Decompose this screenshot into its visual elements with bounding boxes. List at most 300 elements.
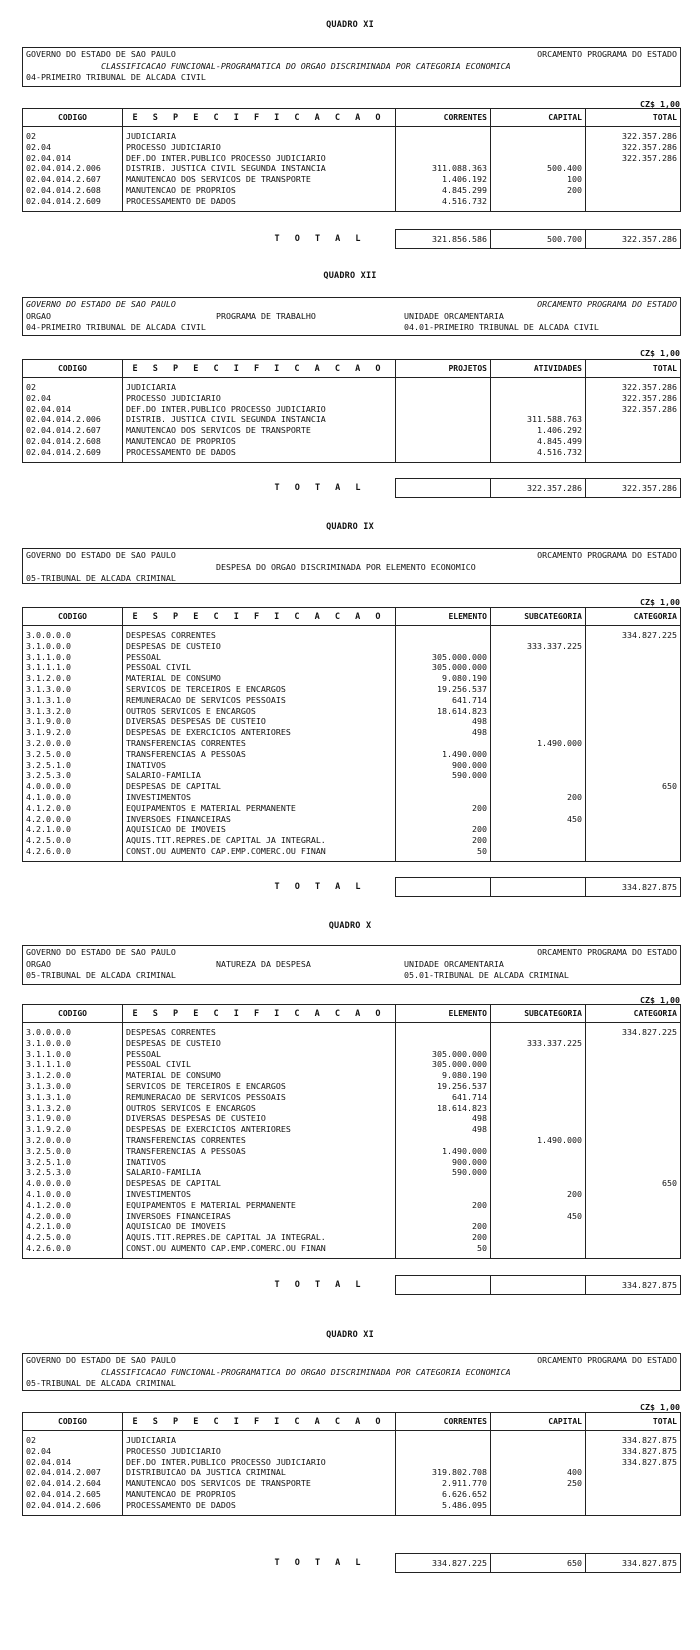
cell-codigo: 02.04.014 <box>23 153 123 164</box>
cell-value-3: 334.827.225 <box>586 626 681 641</box>
quadro-title: QUADRO X <box>328 921 372 931</box>
cell-codigo: 3.1.2.0.0 <box>23 1070 123 1081</box>
cell-especificacao: DESPESAS DE CUSTEIO <box>123 1038 396 1049</box>
cell-value-3: 334.827.875 <box>586 1431 681 1446</box>
cell-especificacao: MANUTENCAO DE PROPRIOS <box>123 436 396 447</box>
cell-value-2: 4.845.499 <box>491 436 586 447</box>
table-row <box>23 1049 681 1060</box>
cell-value-2 <box>491 1059 586 1070</box>
column-header-value-3: TOTAL <box>586 360 681 378</box>
total-label: T O T A L <box>274 1280 366 1290</box>
cell-value-3 <box>586 1124 681 1135</box>
cell-especificacao: JUDICIARIA <box>123 127 396 142</box>
cell-value-3 <box>586 1070 681 1081</box>
cell-especificacao: PROCESSAMENTO DE DADOS <box>123 196 396 211</box>
cell-value-2 <box>491 1243 586 1258</box>
cell-value-2: 311.588.763 <box>491 414 586 425</box>
unidade-name: 04.01-PRIMEIRO TRIBUNAL DE ALCADA CIVIL <box>404 322 599 332</box>
cell-value-1 <box>396 626 491 641</box>
cell-especificacao: AQUISICAO DE IMOVEIS <box>123 824 396 835</box>
total-row <box>0 478 700 498</box>
table-row <box>23 1081 681 1092</box>
orgao-name: 05-TRIBUNAL DE ALCADA CRIMINAL <box>26 1378 176 1388</box>
cell-value-1: 900.000 <box>396 760 491 771</box>
column-header-especificacao: E S P E C I F I C A C A O <box>123 1005 396 1023</box>
total-value-3: 322.357.286 <box>585 478 681 498</box>
cell-value-1: 498 <box>396 727 491 738</box>
cell-codigo: 4.2.5.0.0 <box>23 835 123 846</box>
cell-especificacao: EQUIPAMENTOS E MATERIAL PERMANENTE <box>123 1200 396 1211</box>
cell-codigo: 3.1.0.0.0 <box>23 1038 123 1049</box>
cell-value-1 <box>396 414 491 425</box>
cell-value-3 <box>586 174 681 185</box>
budget-table <box>22 108 681 212</box>
cell-value-2 <box>491 142 586 153</box>
cell-value-2 <box>491 1200 586 1211</box>
quadro-title: QUADRO XI <box>326 1330 374 1340</box>
cell-value-3 <box>586 760 681 771</box>
total-value-2 <box>490 1275 586 1295</box>
cell-value-1 <box>396 1431 491 1446</box>
table-row <box>23 436 681 447</box>
cell-codigo: 3.1.1.1.0 <box>23 662 123 673</box>
cell-value-3 <box>586 1489 681 1500</box>
cell-value-1: 200 <box>396 1221 491 1232</box>
cell-especificacao: PESSOAL CIVIL <box>123 1059 396 1070</box>
cell-value-2 <box>491 770 586 781</box>
total-value-1 <box>395 1275 491 1295</box>
cell-value-2 <box>491 1070 586 1081</box>
cell-value-2 <box>491 781 586 792</box>
column-header-value-1: CORRENTES <box>396 1413 491 1431</box>
cell-value-1 <box>396 781 491 792</box>
cell-especificacao: SALARIO-FAMILIA <box>123 770 396 781</box>
cell-codigo: 3.1.3.0.0 <box>23 1081 123 1092</box>
cell-codigo: 4.2.1.0.0 <box>23 1221 123 1232</box>
cell-value-2: 4.516.732 <box>491 447 586 462</box>
table-row <box>23 1135 681 1146</box>
cell-especificacao: AQUIS.TIT.REPRES.DE CAPITAL JA INTEGRAL. <box>123 835 396 846</box>
orgao-name: 05-TRIBUNAL DE ALCADA CRIMINAL <box>26 573 176 583</box>
budget-table <box>22 1004 681 1259</box>
cell-codigo: 4.2.0.0.0 <box>23 1211 123 1222</box>
cell-value-1: 19.256.537 <box>396 1081 491 1092</box>
cell-value-3 <box>586 684 681 695</box>
table-row <box>23 706 681 717</box>
cell-especificacao: INVERSOES FINANCEIRAS <box>123 1211 396 1222</box>
cell-codigo: 3.2.0.0.0 <box>23 1135 123 1146</box>
cell-codigo: 3.1.9.0.0 <box>23 1113 123 1124</box>
cell-value-1: 641.714 <box>396 695 491 706</box>
table-header-row <box>23 608 681 626</box>
cell-codigo: 3.1.3.2.0 <box>23 706 123 717</box>
cell-value-1 <box>396 738 491 749</box>
cell-value-3 <box>586 1500 681 1515</box>
cell-especificacao: DEF.DO INTER.PUBLICO PROCESSO JUDICIARIO <box>123 1457 396 1468</box>
cell-especificacao: MATERIAL DE CONSUMO <box>123 1070 396 1081</box>
column-header-value-3: CATEGORIA <box>586 1005 681 1023</box>
cell-value-1 <box>396 1457 491 1468</box>
cell-value-2 <box>491 1232 586 1243</box>
cell-codigo: 02.04.014.2.006 <box>23 414 123 425</box>
report-header-box <box>22 47 681 87</box>
cell-value-3 <box>586 1211 681 1222</box>
cell-value-3 <box>586 1189 681 1200</box>
cell-value-1 <box>396 814 491 825</box>
table-row <box>23 1157 681 1168</box>
orgao-name: 04-PRIMEIRO TRIBUNAL DE ALCADA CIVIL <box>26 72 206 82</box>
cell-value-3 <box>586 1103 681 1114</box>
cell-value-2 <box>491 760 586 771</box>
cell-value-2 <box>491 846 586 861</box>
cell-value-1 <box>396 127 491 142</box>
cell-value-1: 200 <box>396 835 491 846</box>
cell-value-3 <box>586 1049 681 1060</box>
cell-value-3 <box>586 1081 681 1092</box>
cell-codigo: 02 <box>23 1431 123 1446</box>
cell-value-1: 305.000.000 <box>396 1049 491 1060</box>
orgao-name: 04-PRIMEIRO TRIBUNAL DE ALCADA CIVIL <box>26 322 206 332</box>
cell-value-3 <box>586 1232 681 1243</box>
cell-value-3 <box>586 1146 681 1157</box>
cell-value-1: 6.626.652 <box>396 1489 491 1500</box>
column-header-especificacao: E S P E C I F I C A C A O <box>123 1413 396 1431</box>
cell-value-2: 1.406.292 <box>491 425 586 436</box>
table-row <box>23 1211 681 1222</box>
table-row <box>23 1178 681 1189</box>
cell-value-3: 322.357.286 <box>586 393 681 404</box>
cell-value-3 <box>586 1113 681 1124</box>
column-header-especificacao: E S P E C I F I C A C A O <box>123 608 396 626</box>
cell-value-1 <box>396 1135 491 1146</box>
cell-value-2 <box>491 803 586 814</box>
budget-program-label: ORCAMENTO PROGRAMA DO ESTADO <box>537 299 677 309</box>
total-label: T O T A L <box>274 483 366 493</box>
budget-program-label: ORCAMENTO PROGRAMA DO ESTADO <box>537 1355 677 1365</box>
cell-value-2 <box>491 1113 586 1124</box>
cell-codigo: 4.1.2.0.0 <box>23 803 123 814</box>
cell-especificacao: DIVERSAS DESPESAS DE CUSTEIO <box>123 716 396 727</box>
total-value-2 <box>490 877 586 897</box>
total-row <box>0 229 700 249</box>
cell-codigo: 3.2.5.1.0 <box>23 760 123 771</box>
total-value-1 <box>395 478 491 498</box>
cell-value-1: 19.256.537 <box>396 684 491 695</box>
cell-codigo: 4.0.0.0.0 <box>23 1178 123 1189</box>
cell-especificacao: JUDICIARIA <box>123 1431 396 1446</box>
cell-value-2 <box>491 662 586 673</box>
cell-value-1: 641.714 <box>396 1092 491 1103</box>
report-subtitle: NATUREZA DA DESPESA <box>216 958 311 969</box>
cell-codigo: 02.04.014 <box>23 1457 123 1468</box>
cell-codigo: 3.2.5.0.0 <box>23 749 123 760</box>
table-row <box>23 1189 681 1200</box>
cell-value-3 <box>586 706 681 717</box>
total-value-3: 334.827.875 <box>585 1275 681 1295</box>
cell-value-2 <box>491 378 586 393</box>
budget-program-label: ORCAMENTO PROGRAMA DO ESTADO <box>537 947 677 957</box>
cell-value-1: 200 <box>396 1200 491 1211</box>
cell-value-1: 200 <box>396 824 491 835</box>
table-row <box>23 174 681 185</box>
cell-value-3 <box>586 792 681 803</box>
column-header-value-2: SUBCATEGORIA <box>491 608 586 626</box>
cell-value-2: 200 <box>491 1189 586 1200</box>
table-row <box>23 1489 681 1500</box>
report-header-box <box>22 945 681 985</box>
cell-value-2: 333.337.225 <box>491 1038 586 1049</box>
cell-value-3 <box>586 425 681 436</box>
cell-value-1 <box>396 393 491 404</box>
cell-value-3: 322.357.286 <box>586 404 681 415</box>
cell-value-1: 319.802.708 <box>396 1467 491 1478</box>
cell-codigo: 3.1.0.0.0 <box>23 641 123 652</box>
cell-codigo: 4.2.1.0.0 <box>23 824 123 835</box>
cell-value-3 <box>586 1221 681 1232</box>
cell-especificacao: MANUTENCAO DOS SERVICOS DE TRANSPORTE <box>123 1478 396 1489</box>
cell-especificacao: DESPESAS DE CUSTEIO <box>123 641 396 652</box>
table-row <box>23 652 681 663</box>
cell-codigo: 3.1.3.1.0 <box>23 695 123 706</box>
cell-value-2: 450 <box>491 814 586 825</box>
cell-value-1: 4.516.732 <box>396 196 491 211</box>
total-value-1: 334.827.225 <box>395 1553 491 1573</box>
quadro-title: QUADRO XI <box>326 20 374 30</box>
cell-codigo: 3.1.3.0.0 <box>23 684 123 695</box>
cell-especificacao: MANUTENCAO DOS SERVICOS DE TRANSPORTE <box>123 174 396 185</box>
cell-especificacao: EQUIPAMENTOS E MATERIAL PERMANENTE <box>123 803 396 814</box>
cell-especificacao: INVERSOES FINANCEIRAS <box>123 814 396 825</box>
cell-especificacao: TRANSFERENCIAS CORRENTES <box>123 1135 396 1146</box>
cell-value-2 <box>491 673 586 684</box>
currency-unit: CZ$ 1,00 <box>640 995 680 1005</box>
total-value-2: 650 <box>490 1553 586 1573</box>
cell-codigo: 02.04 <box>23 142 123 153</box>
unidade-label: UNIDADE ORCAMENTARIA <box>404 958 504 969</box>
cell-especificacao: DISTRIB. JUSTICA CIVIL SEGUNDA INSTANCIA <box>123 414 396 425</box>
cell-codigo: 3.0.0.0.0 <box>23 1023 123 1038</box>
budget-table <box>22 1412 681 1516</box>
table-row <box>23 1103 681 1114</box>
cell-value-2 <box>491 1457 586 1468</box>
cell-value-2 <box>491 695 586 706</box>
table-row <box>23 196 681 211</box>
table-row <box>23 846 681 861</box>
table-row <box>23 127 681 142</box>
cell-value-1 <box>396 436 491 447</box>
cell-value-3 <box>586 770 681 781</box>
cell-value-2 <box>491 1124 586 1135</box>
cell-codigo: 02.04 <box>23 393 123 404</box>
table-row <box>23 378 681 393</box>
cell-value-2 <box>491 1178 586 1189</box>
cell-especificacao: SERVICOS DE TERCEIROS E ENCARGOS <box>123 1081 396 1092</box>
cell-value-1: 9.080.190 <box>396 673 491 684</box>
cell-codigo: 3.1.1.0.0 <box>23 1049 123 1060</box>
table-row <box>23 1221 681 1232</box>
cell-codigo: 4.2.6.0.0 <box>23 1243 123 1258</box>
report-header-box <box>22 548 681 584</box>
cell-value-1: 9.080.190 <box>396 1070 491 1081</box>
cell-codigo: 3.1.1.1.0 <box>23 1059 123 1070</box>
government-label: GOVERNO DO ESTADO DE SAO PAULO <box>26 1355 176 1365</box>
total-label: T O T A L <box>274 1558 366 1568</box>
cell-value-3: 650 <box>586 1178 681 1189</box>
currency-unit: CZ$ 1,00 <box>640 99 680 109</box>
cell-codigo: 02.04.014.2.007 <box>23 1467 123 1478</box>
cell-value-3 <box>586 185 681 196</box>
column-header-value-3: CATEGORIA <box>586 608 681 626</box>
cell-codigo: 4.2.5.0.0 <box>23 1232 123 1243</box>
cell-value-2 <box>491 1167 586 1178</box>
cell-value-1: 305.000.000 <box>396 662 491 673</box>
cell-codigo: 4.1.0.0.0 <box>23 1189 123 1200</box>
cell-especificacao: PROCESSO JUDICIARIO <box>123 142 396 153</box>
cell-value-3 <box>586 1467 681 1478</box>
cell-codigo: 3.1.1.0.0 <box>23 652 123 663</box>
cell-value-1: 1.490.000 <box>396 1146 491 1157</box>
cell-value-1: 4.845.299 <box>396 185 491 196</box>
cell-codigo: 3.2.5.3.0 <box>23 770 123 781</box>
column-header-value-2: ATIVIDADES <box>491 360 586 378</box>
cell-especificacao: OUTROS SERVICOS E ENCARGOS <box>123 1103 396 1114</box>
table-row <box>23 626 681 641</box>
table-row <box>23 662 681 673</box>
cell-especificacao: TRANSFERENCIAS CORRENTES <box>123 738 396 749</box>
cell-especificacao: DESPESAS DE CAPITAL <box>123 1178 396 1189</box>
cell-value-2 <box>491 1431 586 1446</box>
cell-codigo: 3.2.0.0.0 <box>23 738 123 749</box>
total-row <box>0 877 700 897</box>
cell-value-2: 450 <box>491 1211 586 1222</box>
cell-especificacao: INATIVOS <box>123 1157 396 1168</box>
cell-especificacao: DEF.DO INTER.PUBLICO PROCESSO JUDICIARIO <box>123 404 396 415</box>
cell-value-3: 322.357.286 <box>586 127 681 142</box>
column-header-codigo: CODIGO <box>23 608 123 626</box>
cell-codigo: 02.04.014.2.605 <box>23 1489 123 1500</box>
cell-value-1 <box>396 425 491 436</box>
table-row <box>23 1457 681 1468</box>
table-row <box>23 1070 681 1081</box>
cell-especificacao: JUDICIARIA <box>123 378 396 393</box>
cell-especificacao: DISTRIB. JUSTICA CIVIL SEGUNDA INSTANCIA <box>123 163 396 174</box>
cell-especificacao: CONST.OU AUMENTO CAP.EMP.COMERC.OU FINAN <box>123 846 396 861</box>
cell-value-2: 100 <box>491 174 586 185</box>
table-row <box>23 1059 681 1070</box>
cell-value-1 <box>396 447 491 462</box>
cell-value-1 <box>396 1178 491 1189</box>
cell-codigo: 02.04.014.2.606 <box>23 1500 123 1515</box>
cell-value-2 <box>491 824 586 835</box>
cell-value-3 <box>586 824 681 835</box>
cell-value-3 <box>586 727 681 738</box>
orgao-label: ORGAO <box>26 310 51 321</box>
currency-unit: CZ$ 1,00 <box>640 348 680 358</box>
cell-value-3 <box>586 414 681 425</box>
cell-value-2: 500.400 <box>491 163 586 174</box>
table-header-row <box>23 360 681 378</box>
cell-value-1 <box>396 1189 491 1200</box>
table-row <box>23 695 681 706</box>
cell-value-3 <box>586 1157 681 1168</box>
cell-value-1: 305.000.000 <box>396 652 491 663</box>
cell-value-2 <box>491 1049 586 1060</box>
cell-codigo: 3.0.0.0.0 <box>23 626 123 641</box>
table-row <box>23 1023 681 1038</box>
cell-value-1: 590.000 <box>396 1167 491 1178</box>
cell-value-1: 590.000 <box>396 770 491 781</box>
cell-value-2 <box>491 1092 586 1103</box>
cell-value-1: 305.000.000 <box>396 1059 491 1070</box>
cell-value-1 <box>396 792 491 803</box>
table-row <box>23 1500 681 1515</box>
cell-especificacao: PROCESSO JUDICIARIO <box>123 393 396 404</box>
cell-codigo: 4.2.6.0.0 <box>23 846 123 861</box>
unidade-label: UNIDADE ORCAMENTARIA <box>404 310 504 321</box>
cell-codigo: 3.1.3.1.0 <box>23 1092 123 1103</box>
column-header-codigo: CODIGO <box>23 109 123 127</box>
cell-especificacao: DESPESAS DE EXERCICIOS ANTERIORES <box>123 727 396 738</box>
column-header-especificacao: E S P E C I F I C A C A O <box>123 360 396 378</box>
cell-especificacao: PROCESSAMENTO DE DADOS <box>123 1500 396 1515</box>
cell-value-1: 18.614.823 <box>396 706 491 717</box>
table-row <box>23 1243 681 1258</box>
cell-value-2 <box>491 1146 586 1157</box>
cell-value-2 <box>491 652 586 663</box>
cell-value-3 <box>586 1059 681 1070</box>
cell-value-1 <box>396 1211 491 1222</box>
cell-value-3: 322.357.286 <box>586 153 681 164</box>
table-row <box>23 1446 681 1457</box>
table-row <box>23 393 681 404</box>
table-row <box>23 1478 681 1489</box>
cell-value-3 <box>586 1092 681 1103</box>
cell-value-2: 400 <box>491 1467 586 1478</box>
quadro-title: QUADRO XII <box>323 271 377 281</box>
cell-value-1: 1.490.000 <box>396 749 491 760</box>
orgao-name: 05-TRIBUNAL DE ALCADA CRIMINAL <box>26 970 176 980</box>
cell-value-1 <box>396 404 491 415</box>
table-row <box>23 447 681 462</box>
cell-value-3 <box>586 695 681 706</box>
cell-value-1: 498 <box>396 1113 491 1124</box>
cell-codigo: 3.1.3.2.0 <box>23 1103 123 1114</box>
table-row <box>23 792 681 803</box>
table-row <box>23 1232 681 1243</box>
cell-codigo: 02.04.014.2.609 <box>23 196 123 211</box>
column-header-especificacao: E S P E C I F I C A C A O <box>123 109 396 127</box>
cell-value-3 <box>586 436 681 447</box>
table-row <box>23 1200 681 1211</box>
table-row <box>23 185 681 196</box>
cell-value-3 <box>586 749 681 760</box>
government-label: GOVERNO DO ESTADO DE SAO PAULO <box>26 550 176 560</box>
cell-value-3 <box>586 1167 681 1178</box>
cell-value-1: 498 <box>396 1124 491 1135</box>
cell-codigo: 02.04.014.2.607 <box>23 174 123 185</box>
cell-value-1: 200 <box>396 803 491 814</box>
cell-value-2 <box>491 626 586 641</box>
cell-value-2 <box>491 1446 586 1457</box>
table-row <box>23 673 681 684</box>
cell-codigo: 3.1.9.2.0 <box>23 1124 123 1135</box>
table-row <box>23 835 681 846</box>
government-label: GOVERNO DO ESTADO DE SAO PAULO <box>26 299 176 309</box>
cell-value-2: 1.490.000 <box>491 1135 586 1146</box>
cell-value-3 <box>586 163 681 174</box>
table-row <box>23 1167 681 1178</box>
cell-value-3 <box>586 814 681 825</box>
